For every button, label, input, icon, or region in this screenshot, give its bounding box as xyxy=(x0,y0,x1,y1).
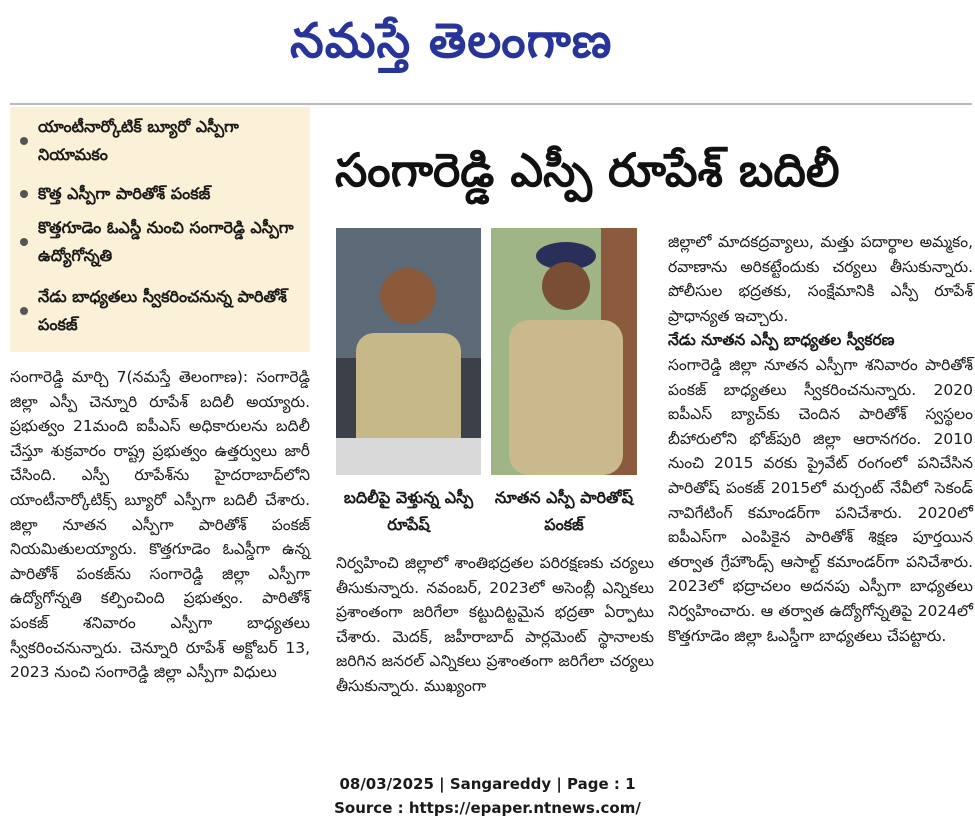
headline: సంగారెడ్డి ఎస్పీ రూపేశ్ బదిలీ xyxy=(335,143,840,197)
article-paragraph: సంగారెడ్డి జిల్లా నూతన ఎస్పీగా శనివారం పారితోశ్ పంకజ్ బాధ్యతలు స్వీకరించనున్నారు. 2020 ఐపీఎస్ బ్యాచ్‌కు చెందిన పారితోశ్ స్వస్థలం బీహారులోని భోజ్‌పురి జిల్లా ఆరానగరం. 2010 నుంచి 2015 వరకు ప్రైవేట్ రంగంలో పనిచేసిన పారితోష్ పంకజ్ 2015లో మర్చంట్ నేవీలో సెకండ్ నావిగేటింగ్ కమాండర్‌గా పనిచేశారు. 2020లో ఐపీఎస్‌గా ఎంపికైన పారితోశ్ శిక్షణ పూర్తయిన తర్వాత గ్రేహౌండ్స్ ఆసాల్ట్ కమాండర్‌గా పనిచేశారు. 2023లో భద్రాచలం అదనపు ఎస్పీగా బాధ్యతలు నిర్వహించారు. ఆ తర్వాత ఉద్యోగోన్నతిపై 2024లో కొత్తగూడెం జిల్లా ఓఎస్డీగా బాధ్యతలు చేపట్టారు. xyxy=(668,355,973,645)
highlight-item: యాంటీనార్కోటిక్ బ్యూరో ఎస్పీగా నియామకం xyxy=(20,113,300,169)
bullet-icon xyxy=(20,137,28,145)
officer-portrait-icon xyxy=(491,228,637,475)
article-subheading: నేడు నూతన ఎస్పీ బాధ్యతల స్వీకరణ xyxy=(668,331,895,350)
photo-caption: బదిలీపై వెళ్తున్న ఎస్పీ రూపేష్ xyxy=(343,488,474,534)
highlight-item: నేడు బాధ్యతలు స్వీకరించనున్న పారితోశ్ పంకజ్ xyxy=(20,283,300,339)
highlights-box xyxy=(10,107,310,352)
bullet-icon xyxy=(20,190,28,198)
photo-outgoing-sp xyxy=(336,228,481,475)
masthead xyxy=(0,0,975,96)
officer-portrait-icon xyxy=(336,228,481,475)
article-column-3 xyxy=(668,230,973,648)
masthead-divider xyxy=(10,103,972,105)
bullet-icon xyxy=(20,238,28,246)
photo-new-sp xyxy=(491,228,637,475)
article-paragraph: నిర్వహించి జిల్లాలో శాంతిభద్రతల పరిరక్షణకు చర్యలు తీసుకున్నారు. నవంబర్, 2023లో అసెంబ్లీ ఎన్నికలు ప్రశాంతంగా జరిగేలా కట్టుదిట్టమైన భద్రతా ఏర్పాటు చేశారు. మెదక్, జహీరాబాద్ పార్లమెంట్ స్థానాలకు జరిగిన జనరల్ ఎన్నికలు ప్రశాంతంగా జరిగేలా చర్యలు తీసుకున్నారు. ముఖ్యంగా xyxy=(336,554,654,695)
footer-source-link[interactable]: Source : https://epaper.ntnews.com/ xyxy=(334,799,641,817)
article-column-1 xyxy=(10,365,310,685)
highlight-item: కొత్తగూడెం ఓఎస్డీ నుంచి సంగారెడ్డి ఎస్పీగా ఉద్యోగోన్నతి xyxy=(20,214,300,270)
photo-caption: నూతన ఎస్పీ పారితోష్ పంకజ్ xyxy=(494,488,634,534)
bullet-icon xyxy=(20,307,28,315)
newspaper-logo: నమస్తే తెలంగాణ xyxy=(290,13,613,69)
footer-date-page: 08/03/2025 | Sangareddy | Page : 1 xyxy=(339,775,636,793)
article-paragraph: జిల్లాలో మాదకద్రవ్యాలు, మత్తు పదార్థాల అమ్మకం, రవాణాను అరికట్టేందుకు చర్యలు తీసుకున్నారు. పోలీసుల భద్రతకు, సంక్షేమానికి ఎస్పీ రూపేశ్ ప్రాధాన్యత ఇచ్చారు. xyxy=(668,233,973,325)
article-column-2 xyxy=(336,551,654,699)
highlight-item: కొత్త ఎస్పీగా పారితోశ్ పంకజ్ xyxy=(20,179,300,208)
article-paragraph: సంగారెడ్డి మార్చి 7(నమస్తే తెలంగాణ): సంగారెడ్డి జిల్లా ఎస్పీ చెన్నూరి రూపేశ్ బదిలీ అయ్యారు. ప్రభుత్వం 21మంది ఐపీఎస్ అధికారులను బదిలీ చేస్తూ శుక్రవారం రాష్ట్ర ప్రభుత్వం ఉత్తర్వులు జారీ చేసింది. ఎస్పీ రూపేశ్‌ను హైదరాబాద్‌లోని యాంటీనార్కోటిక్స్ బ్యూరో ఎస్పీగా బదిలీ చేశారు. జిల్లా నూతన ఎస్పీగా పారితోశ్ పంకజ్ నియమితులయ్యారు. కొత్తగూడెం ఓఎస్డీగా ఉన్న పారితోశ్ పంకజ్‌ను సంగారెడ్డి జిల్లా ఎస్పీగా ఉద్యోగోన్నతి కల్పించింది ప్రభుత్వం. పారితోశ్ పంకజ్ శనివారం ఎస్పీగా బాధ్యతలు స్వీకరించనున్నారు. చెన్నూరి రూపేశ్ అక్టోబర్ 13, 2023 నుంచి సంగారెడ్డి జిల్లా ఎస్పీగా విధులు xyxy=(10,368,310,682)
